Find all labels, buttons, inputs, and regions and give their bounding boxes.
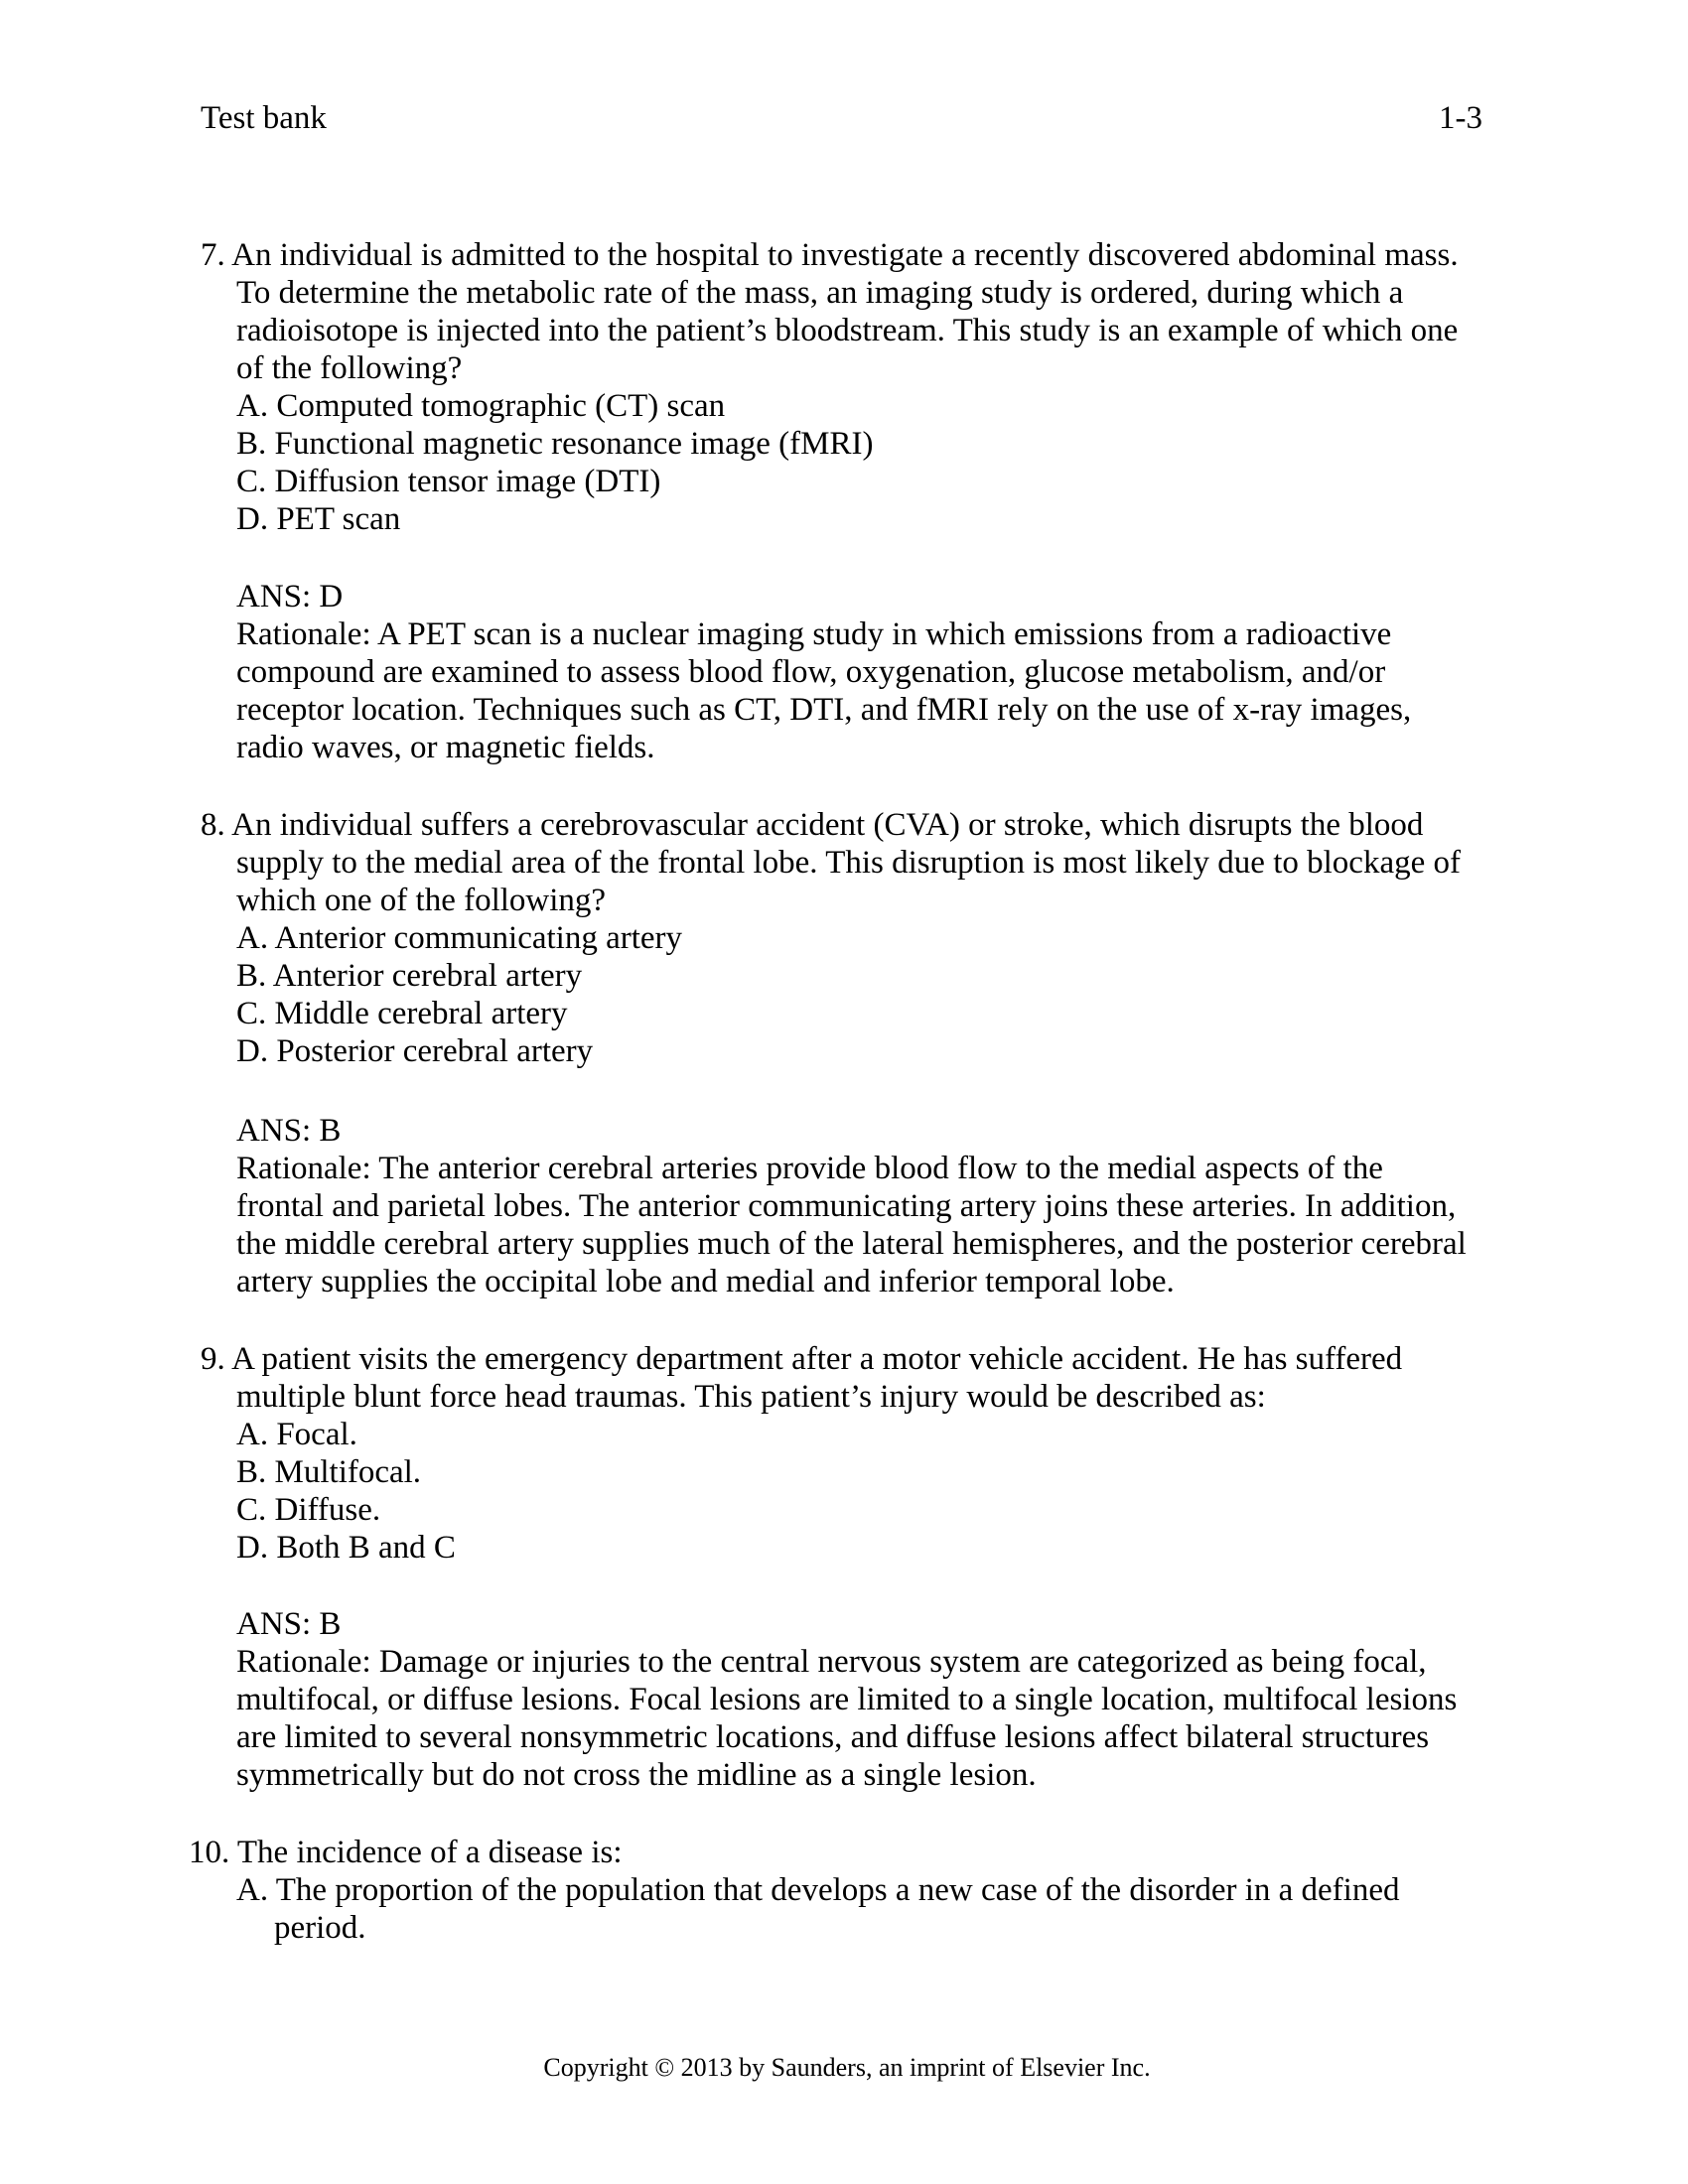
- rationale-line: artery supplies the occipital lobe and medial and inferior temporal lobe.: [236, 1264, 1175, 1299]
- rationale-line: multifocal, or diffuse lesions. Focal lesions are limited to a single location, multifocal lesions: [236, 1682, 1458, 1717]
- question-stem-line: supply to the medial area of the frontal lobe. This disruption is most likely due to blockage of: [236, 845, 1461, 881]
- rationale-line: symmetrically but do not cross the midline as a single lesion.: [236, 1757, 1037, 1793]
- copyright-footer: Copyright © 2013 by Saunders, an imprint of Elsevier Inc.: [543, 2053, 1151, 2082]
- question-stem-line: To determine the metabolic rate of the mass, an imaging study is ordered, during which a: [236, 275, 1404, 311]
- question-stem-line: 7. An individual is admitted to the hospital to investigate a recently discovered abdominal mass.: [201, 237, 1459, 273]
- answer-key: ANS: B: [236, 1606, 342, 1642]
- running-header-title: Test bank: [201, 100, 327, 136]
- answer-key: ANS: D: [236, 579, 344, 614]
- page-number: 1-3: [1439, 100, 1482, 136]
- rationale-line: are limited to several nonsymmetric locations, and diffuse lesions affect bilateral structures: [236, 1719, 1430, 1755]
- rationale-line: the middle cerebral artery supplies much of the lateral hemispheres, and the posterior cerebral: [236, 1226, 1467, 1262]
- option-b: B. Functional magnetic resonance image (fMRI): [236, 426, 874, 462]
- option-a: A. Focal.: [236, 1417, 357, 1452]
- question-stem-line: 10. The incidence of a disease is:: [189, 1835, 623, 1870]
- option-b: B. Multifocal.: [236, 1454, 422, 1490]
- option-a: A. Computed tomographic (CT) scan: [236, 388, 726, 424]
- question-stem-line: radioisotope is injected into the patient’s bloodstream. This study is an example of which one: [236, 313, 1459, 348]
- option-c: C. Diffuse.: [236, 1492, 381, 1528]
- question-stem-line: 9. A patient visits the emergency department after a motor vehicle accident. He has suffered: [201, 1341, 1403, 1377]
- option-a: A. Anterior communicating artery: [236, 920, 683, 956]
- option-c: C. Middle cerebral artery: [236, 996, 568, 1031]
- answer-key: ANS: B: [236, 1113, 342, 1149]
- rationale-line: Rationale: Damage or injuries to the central nervous system are categorized as being focal,: [236, 1644, 1427, 1680]
- option-a: A. The proportion of the population that develops a new case of the disorder in a defined: [236, 1872, 1400, 1908]
- question-stem-line: which one of the following?: [236, 883, 607, 918]
- question-stem-line: 8. An individual suffers a cerebrovascular accident (CVA) or stroke, which disrupts the blood: [201, 807, 1424, 843]
- option-d: D. PET scan: [236, 501, 401, 537]
- rationale-line: Rationale: The anterior cerebral arteries provide blood flow to the medial aspects of the: [236, 1151, 1383, 1186]
- rationale-line: receptor location. Techniques such as CT, DTI, and fMRI rely on the use of x-ray images,: [236, 692, 1412, 728]
- rationale-line: compound are examined to assess blood flow, oxygenation, glucose metabolism, and/or: [236, 654, 1386, 690]
- option-d: D. Both B and C: [236, 1530, 456, 1566]
- rationale-line: frontal and parietal lobes. The anterior communicating artery joins these arteries. In addition,: [236, 1188, 1457, 1224]
- rationale-line: Rationale: A PET scan is a nuclear imaging study in which emissions from a radioactive: [236, 616, 1392, 652]
- question-stem-line: multiple blunt force head traumas. This patient’s injury would be described as:: [236, 1379, 1266, 1415]
- option-b: B. Anterior cerebral artery: [236, 958, 583, 994]
- question-stem-line: of the following?: [236, 350, 463, 386]
- option-c: C. Diffusion tensor image (DTI): [236, 464, 661, 499]
- rationale-line: radio waves, or magnetic fields.: [236, 730, 655, 765]
- option-a-continuation: period.: [274, 1910, 366, 1946]
- option-d: D. Posterior cerebral artery: [236, 1033, 594, 1069]
